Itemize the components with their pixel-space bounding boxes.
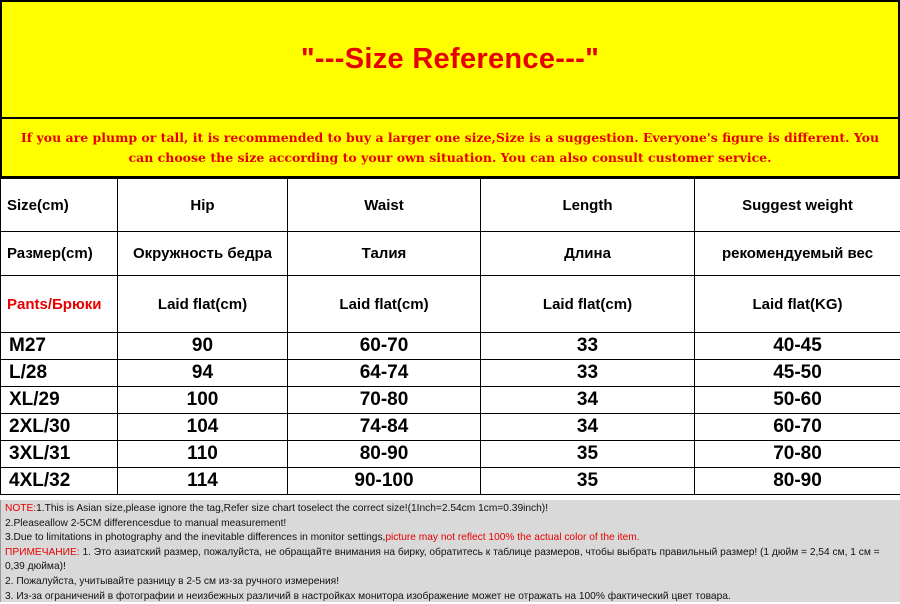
size-cell: 4XL/32 <box>1 468 118 495</box>
pants-label: Pants/Брюки <box>1 276 118 333</box>
header-size: Size(cm) <box>1 179 118 232</box>
weight-cell: 70-80 <box>695 441 900 468</box>
table-row <box>1 468 900 495</box>
length-cell: 35 <box>481 468 695 495</box>
header-waist: Waist <box>288 179 481 232</box>
note-text-3b: picture may not reflect 100% the actual color of the item. <box>385 532 639 543</box>
hip-cell: 114 <box>118 468 288 495</box>
hip-cell: 100 <box>118 387 288 414</box>
note-prefix-ru: ПРИМЕЧАНИЕ: <box>5 547 80 558</box>
table-row <box>1 387 900 414</box>
table-row <box>1 360 900 387</box>
table-row <box>1 333 900 360</box>
advice-banner <box>0 118 900 178</box>
waist-cell: 64-74 <box>288 360 481 387</box>
advice-text: If you are plump or tall, it is recommended to buy a larger one size,Size is a suggestion. Everyone's figure is different. You can choose the size according to your own situation. You can also consult customer service. <box>16 128 884 168</box>
length-cell: 33 <box>481 360 695 387</box>
length-cell: 34 <box>481 414 695 441</box>
unit-weight: Laid flat(KG) <box>695 276 900 333</box>
note-line-2: 2.Pleaseallow 2-5CM differencesdue to manual measurement! <box>5 517 896 532</box>
waist-cell: 80-90 <box>288 441 481 468</box>
weight-cell: 80-90 <box>695 468 900 495</box>
length-cell: 35 <box>481 441 695 468</box>
length-cell: 34 <box>481 387 695 414</box>
note-line-ru-2: 2. Пожалуйста, учитывайте разницу в 2-5 см из-за ручного измерения! <box>5 575 896 590</box>
hip-cell: 104 <box>118 414 288 441</box>
size-table <box>0 178 900 495</box>
size-cell: 2XL/30 <box>1 414 118 441</box>
weight-cell: 60-70 <box>695 414 900 441</box>
header-size-ru: Размер(cm) <box>1 232 118 276</box>
unit-waist: Laid flat(cm) <box>288 276 481 333</box>
note-text-ru-1: 1. Это азиатский размер, пожалуйста, не обращайте внимания на бирку, обратитесь к таблице размеров, чтобы выбрать правильный размер! (1 дюйм = 2,54 см, 1 см = 0,39 дюйма)! <box>5 547 880 573</box>
note-line-3 <box>5 531 896 546</box>
waist-cell: 70-80 <box>288 387 481 414</box>
header-length: Length <box>481 179 695 232</box>
weight-cell: 50-60 <box>695 387 900 414</box>
header-row-english <box>1 179 900 232</box>
header-weight-ru: рекомендуемый вес <box>695 232 900 276</box>
weight-cell: 45-50 <box>695 360 900 387</box>
hip-cell: 94 <box>118 360 288 387</box>
page-title: "---Size Reference---" <box>301 43 599 76</box>
notes-panel <box>0 500 900 602</box>
header-waist-ru: Талия <box>288 232 481 276</box>
size-cell: L/28 <box>1 360 118 387</box>
header-hip-ru: Окружность бедра <box>118 232 288 276</box>
size-cell: 3XL/31 <box>1 441 118 468</box>
waist-cell: 90-100 <box>288 468 481 495</box>
header-hip: Hip <box>118 179 288 232</box>
waist-cell: 74-84 <box>288 414 481 441</box>
note-line-ru-1 <box>5 546 896 575</box>
waist-cell: 60-70 <box>288 333 481 360</box>
header-suggest-weight: Suggest weight <box>695 179 900 232</box>
note-text-1: 1.This is Asian size,please ignore the tag,Refer size chart toselect the correct size!(1Inch=2.54cm 1cm=0.39inch)! <box>36 503 548 514</box>
note-text-3a: 3.Due to limitations in photography and the inevitable differences in monitor settings, <box>5 532 385 543</box>
note-prefix: NOTE: <box>5 503 36 514</box>
table-row <box>1 441 900 468</box>
title-banner <box>0 0 900 119</box>
hip-cell: 110 <box>118 441 288 468</box>
header-row-units <box>1 276 900 333</box>
hip-cell: 90 <box>118 333 288 360</box>
note-line-1 <box>5 502 896 517</box>
weight-cell: 40-45 <box>695 333 900 360</box>
length-cell: 33 <box>481 333 695 360</box>
size-cell: M27 <box>1 333 118 360</box>
note-line-ru-3: 3. Из-за ограничений в фотографии и неизбежных различий в настройках монитора изображение может не отражать на 100% фактический цвет товара. <box>5 590 896 604</box>
unit-hip: Laid flat(cm) <box>118 276 288 333</box>
header-row-russian <box>1 232 900 276</box>
header-length-ru: Длина <box>481 232 695 276</box>
unit-length: Laid flat(cm) <box>481 276 695 333</box>
table-row <box>1 414 900 441</box>
size-cell: XL/29 <box>1 387 118 414</box>
